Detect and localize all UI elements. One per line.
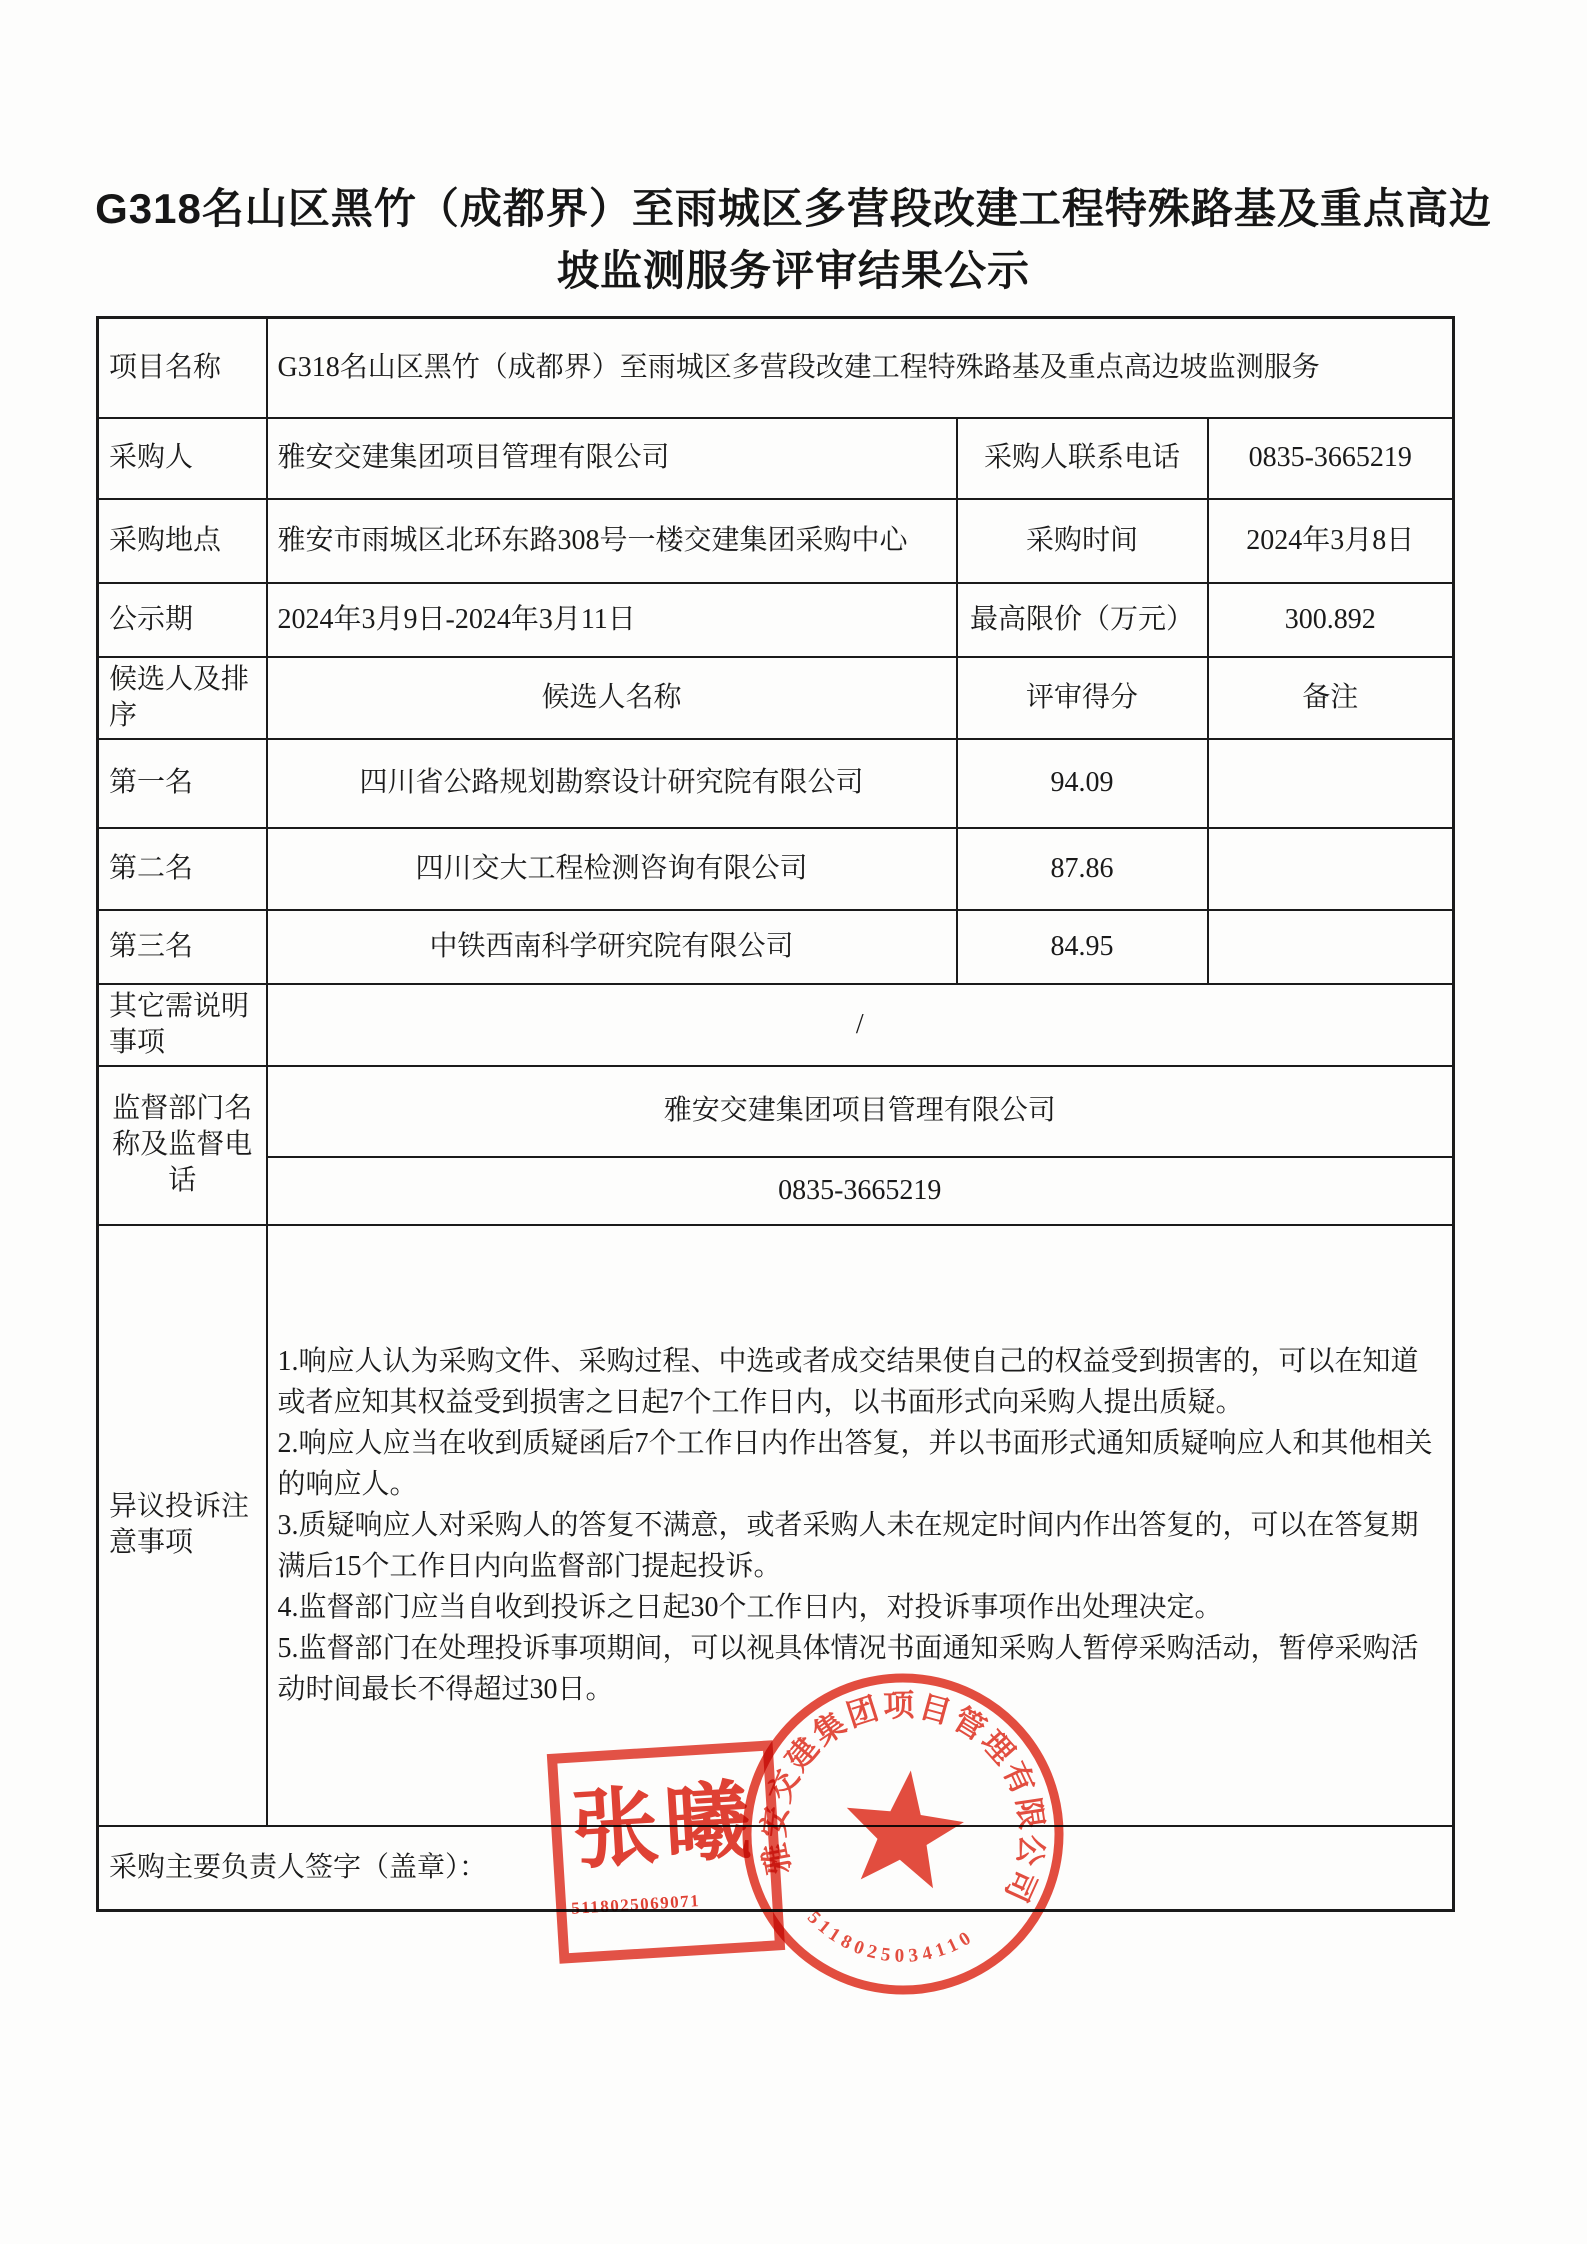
publicity-period-value: 2024年3月9日-2024年3月11日 [267, 583, 957, 657]
other-notes-label: 其它需说明事项 [98, 984, 267, 1066]
other-notes-value: / [267, 984, 1454, 1066]
personal-seal-stamp [547, 1740, 785, 1963]
purchaser-value: 雅安交建集团项目管理有限公司 [267, 418, 957, 499]
rank-3-remark [1208, 910, 1454, 984]
table-row [98, 1157, 1454, 1225]
rank-1-score: 94.09 [957, 739, 1208, 828]
rank-1-name: 四川省公路规划勘察设计研究院有限公司 [267, 739, 957, 828]
rank-2-label: 第二名 [98, 828, 267, 910]
candidate-name-header: 候选人名称 [267, 657, 957, 739]
rank-2-name: 四川交大工程检测咨询有限公司 [267, 828, 957, 910]
rank-1-remark [1208, 739, 1454, 828]
rank-3-label: 第三名 [98, 910, 267, 984]
objection-item: 1.响应人认为采购文件、采购过程、中选或者成交结果使自己的权益受到损害的，可以在知道或者应知其权益受到损害之日起7个工作日内，以书面形式向采购人提出质疑。 [277, 1345, 1419, 1418]
rank-1-label: 第一名 [98, 739, 267, 828]
objection-item: 3.质疑响应人对采购人的答复不满意，或者采购人未在规定时间内作出答复的，可以在答复期满后15个工作日内向监督部门提起投诉。 [277, 1509, 1419, 1582]
max-price-value: 300.892 [1208, 583, 1454, 657]
candidate-row [98, 828, 1454, 910]
supervisor-label: 监督部门名称及监督电话 [98, 1066, 267, 1225]
rank-2-remark [1208, 828, 1454, 910]
publicity-period-label: 公示期 [98, 583, 267, 657]
purchaser-phone-label: 采购人联系电话 [957, 418, 1208, 499]
candidate-rank-header: 候选人及排序 [98, 657, 267, 739]
table-row [98, 499, 1454, 583]
purchase-time-value: 2024年3月8日 [1208, 499, 1454, 583]
project-name-label: 项目名称 [98, 318, 267, 418]
star-icon [838, 1763, 969, 1891]
page-title: G318名山区黑竹（成都界）至雨城区多营段改建工程特殊路基及重点高边坡监测服务评审结果公示 [95, 185, 1492, 294]
purchaser-phone-value: 0835-3665219 [1208, 418, 1454, 499]
table-row [98, 1066, 1454, 1157]
purchase-time-label: 采购时间 [957, 499, 1208, 583]
objection-item: 2.响应人应当在收到质疑函后7个工作日内作出答复，并以书面形式通知质疑响应人和其他相关的响应人。 [277, 1427, 1433, 1500]
company-seal-name: 雅安交建集团项目管理有限公司 [756, 1687, 1050, 1910]
table-row [98, 318, 1454, 418]
remark-header: 备注 [1208, 657, 1454, 739]
max-price-label: 最高限价（万元） [957, 583, 1208, 657]
rank-2-score: 87.86 [957, 828, 1208, 910]
table-row [98, 418, 1454, 499]
supervisor-phone: 0835-3665219 [267, 1157, 1454, 1225]
objection-item: 4.监督部门应当自收到投诉之日起30个工作日内，对投诉事项作出处理决定。 [277, 1591, 1223, 1623]
table-row [98, 984, 1454, 1066]
candidate-header-row [98, 657, 1454, 739]
project-name-value: G318名山区黑竹（成都界）至雨城区多营段改建工程特殊路基及重点高边坡监测服务 [267, 318, 1454, 418]
objection-item: 5.监督部门在处理投诉事项期间，可以视具体情况书面通知采购人暂停采购活动，暂停采购活动时间最长不得超过30日。 [277, 1632, 1419, 1705]
candidate-row [98, 910, 1454, 984]
objection-label: 异议投诉注意事项 [98, 1225, 267, 1826]
company-seal-number: 5118025034110 [803, 1906, 979, 1967]
signature-label: 采购主要负责人签字（盖章）： [98, 1826, 1454, 1911]
supervisor-name: 雅安交建集团项目管理有限公司 [267, 1066, 1454, 1157]
candidate-row [98, 739, 1454, 828]
purchaser-label: 采购人 [98, 418, 267, 499]
personal-seal-name: 张曦 [569, 1772, 760, 1880]
score-header: 评审得分 [957, 657, 1208, 739]
personal-seal-number: 5118025069071 [570, 1891, 701, 1918]
rank-3-name: 中铁西南科学研究院有限公司 [267, 910, 957, 984]
table-row [98, 583, 1454, 657]
location-value: 雅安市雨城区北环东路308号一楼交建集团采购中心 [267, 499, 957, 583]
location-label: 采购地点 [98, 499, 267, 583]
rank-3-score: 84.95 [957, 910, 1208, 984]
